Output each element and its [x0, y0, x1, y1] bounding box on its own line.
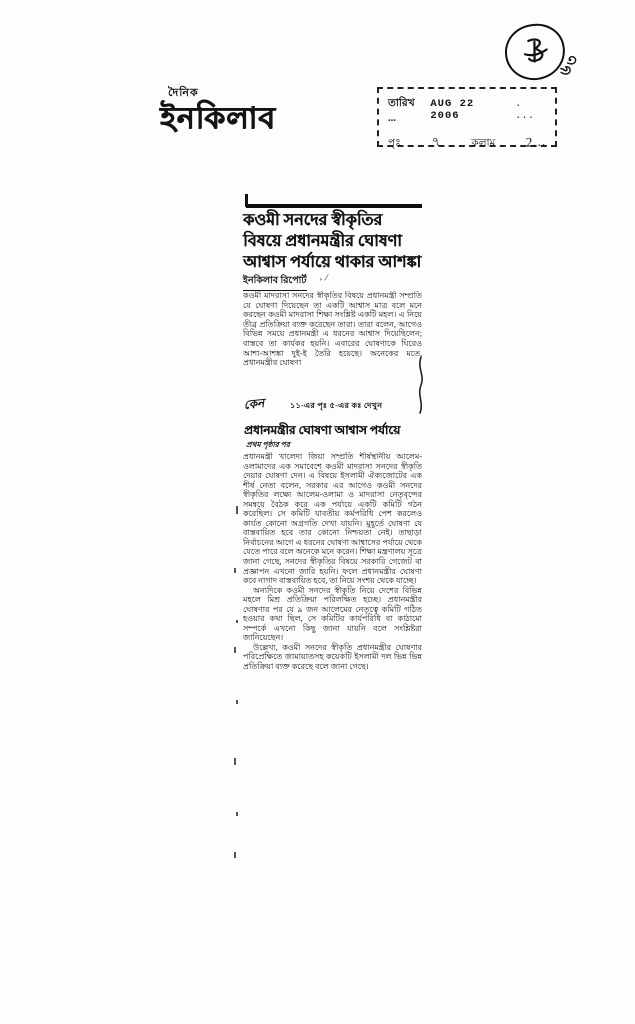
pencil-mark [236, 620, 238, 623]
stamp-date-trail: . ... [515, 98, 535, 122]
stamp-page-value: ৭ [431, 133, 441, 150]
masthead-tagline: দৈনিক [168, 87, 199, 99]
pencil-mark [234, 852, 236, 858]
handwritten-jump-mark: কেন [243, 395, 265, 413]
body-paragraph: প্রধানমন্ত্রী খালেদা জিয়া সম্প্রতি শীর্ষস্থানীয় আলেম-ওলামাদের এক সমাবেশে কওমী মাদরাসা সনদের স্বীকৃতি দেয়ার ঘোষণা দেন। এ বিষয়ে ইসলামী ঐক্যজোটের এক শীর্ষ নেতা বলেন, সরকার এর আগেও কওমী সনদের স্বীকৃতির লক্ষ্যে আলেম-ওলামা ও মাদরাসা নেতৃবৃন্দের সমন্বয়ে বৈঠক করে এক পর্যায়ে একটি কমিটি গঠন করেছিল। সে কমিটি যাবতীয় কর্মপরিধি পেশ করলেও কার্যত কোনো অগ্রগতি দেখা যায়নি। মুহূর্তে ঘোষণা যে বাস্তবায়িত হবে তার কোনো নিশ্চয়তা নেই। তাছাড়া নির্বাচনের আগে এ ধরনের ঘোষণা আশ্বাসের পর্যায়ে থেকে যেতে পারে বলে অনেকে মনে করেন। শিক্ষা মন্ত্রণালয় সূত্রে জানা গেছে, সনদের স্বীকৃতির বিষয়ে সরকারি গেজেট বা প্রজ্ঞাপন এখনো জারি হয়নি। ফলে প্রধানমন্ত্রীর ঘোষণা কবে নাগাদ বাস্তবায়িত হবে, তা নিয়ে সংশয় থেকে যাচ্ছে। [243, 452, 422, 586]
headline-top-rule [246, 204, 422, 208]
stamp-page-label: পৃঃ [388, 138, 401, 150]
pencil-mark [234, 568, 236, 573]
stamp-page-row [388, 133, 546, 154]
continued-from-note: প্রথম পৃষ্ঠার পর [246, 440, 290, 449]
stamp-date-row [388, 96, 546, 124]
newspaper-masthead [160, 84, 300, 135]
date-stamp-box [377, 87, 557, 150]
article-headline [243, 210, 424, 273]
stamp-date-label: তারিখ ... [388, 98, 415, 124]
stamp-date-value: AUG 22 2006 [430, 98, 475, 122]
pencil-mark [234, 758, 236, 765]
body-paragraph: উল্লেখ্য, কওমী সনদের স্বীকৃতি প্রধানমন্ত্রীর ঘোষণার পরিপ্রেক্ষিতে জামায়াতসহ কয়েকটি ইসলামী দল ভিন্ন ভিন্ন প্রতিক্রিয়া ব্যক্ত করেছে বলে জানা গেছে। [243, 642, 422, 672]
pencil-mark [236, 812, 238, 816]
article-subhead: প্রধানমন্ত্রীর ঘোষণা আশ্বাস পর্যায়ে [244, 423, 401, 437]
headline-line-3: আশ্বাস পর্যায়ে থাকার আশঙ্কা [243, 254, 421, 271]
pencil-mark [236, 506, 238, 514]
stamp-column-value: 2… [525, 133, 547, 150]
handwritten-page-number: ৬৩ [555, 51, 583, 80]
stamp-column-label: কলাম [471, 138, 496, 150]
handwritten-byline-marks: , / [318, 271, 329, 284]
initial-flourish-icon [516, 33, 554, 71]
circled-initial-mark [501, 20, 568, 84]
lead-paragraph: কওমী মাদরাসা সনদের স্বীকৃতির বিষয়ে প্রধানমন্ত্রী সম্প্রতি যে ঘোষণা দিয়েছেন তা একটি আশ্বাস মাত্র বলে মনে করছেন কওমী মাদরাসা শিক্ষা সংশ্লিষ্ট একটি মহল। এ নিয়ে তীব্র প্রতিক্রিয়া ব্যক্ত করেছেন তারা। তারা বলেন, আগেও বিভিন্ন সময়ে প্রধানমন্ত্রী এ ধরনের আশ্বাস দিয়েছিলেন; বাস্তবে তা কার্যকর হয়নি। এবারের ঘোষণাকে ঘিরেও আশা-আশঙ্কা দুই-ই তৈরি হয়েছে। অনেকের মতে, প্রধানমন্ত্রীর ঘোষণা [243, 291, 422, 368]
jump-to-page-note: ১১-এর পৃঃ ৫-এর কঃ দেখুন [290, 401, 383, 410]
headline-line-2: বিষয়ে প্রধানমন্ত্রীর ঘোষণা [243, 233, 402, 250]
pencil-mark [234, 647, 236, 653]
headline-line-1: কওমী সনদের স্বীকৃতির [243, 212, 383, 229]
article-byline: ইনকিলাব রিপোর্ট [243, 274, 307, 291]
pencil-mark [236, 700, 238, 704]
body-paragraph: অন্যদিকে কওমী সনদের স্বীকৃতি নিয়ে দেশের বিভিন্ন মহলে মিশ্র প্রতিক্রিয়া পরিলক্ষিত হচ্ছে। প্রধানমন্ত্রীর ঘোষণার পর যে ৯ জন আলেমের নেতৃত্বে কমিটি গঠিত হওয়ার কথা ছিল, সে কমিটির কার্যপরিধি বা কাঠামো সম্পর্কে এখনো কিছু জানা যায়নি বলে সংশ্লিষ্টরা জানিয়েছেন। [243, 585, 422, 643]
article-body [243, 452, 422, 895]
masthead-title: ইনকিলাব [160, 102, 276, 135]
handwritten-squiggle [414, 355, 428, 420]
